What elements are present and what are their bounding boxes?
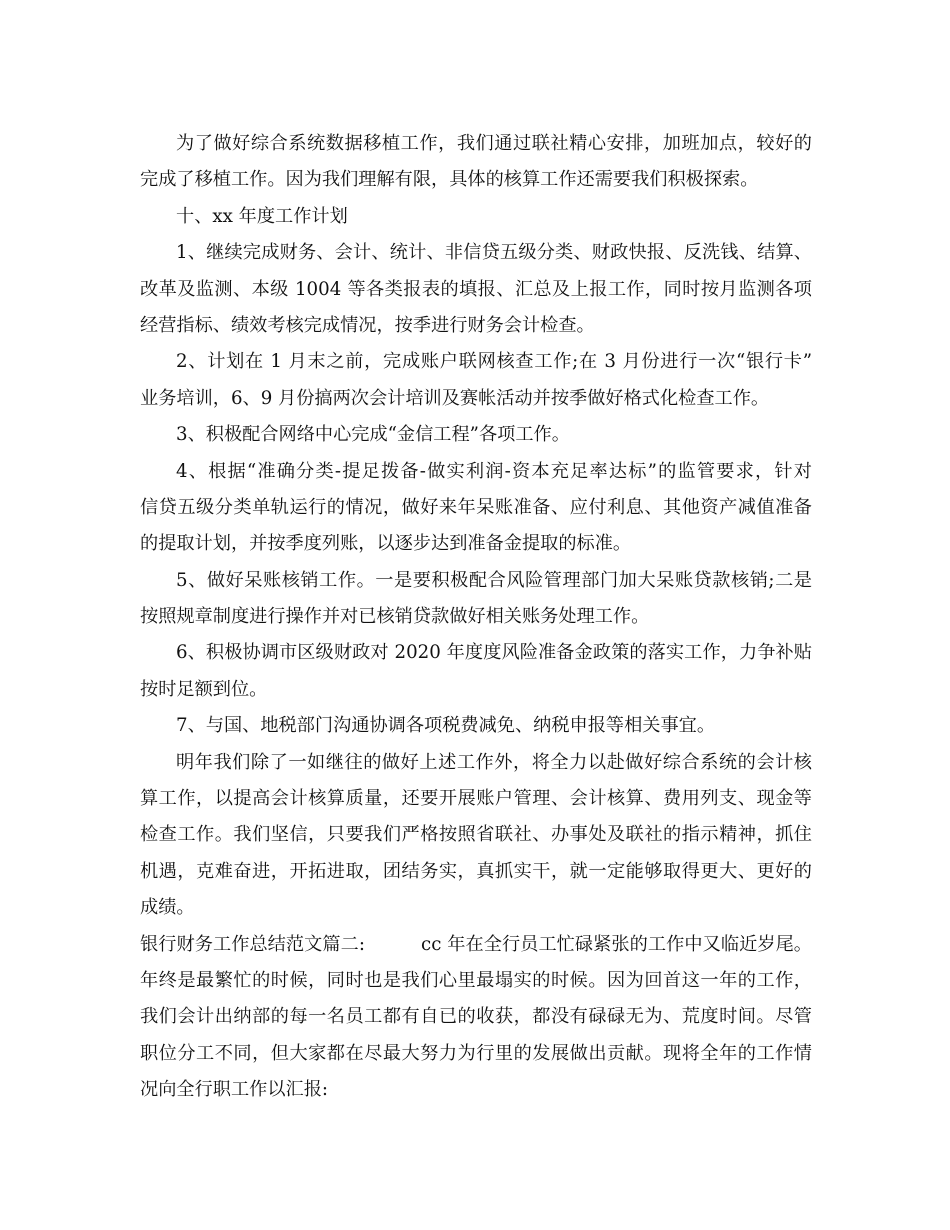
text-line: 5、做好呆账核销工作。一是要积极配合风险管理部门加大呆账贷款核销;二是: [176, 569, 812, 591]
text-line: 年终是最繁忙的时候，同时也是我们心里最塌实的时候。因为回首这一年的工作，: [140, 969, 812, 991]
text-line: 我们会计出纳部的每一名员工都有自已的收获，都没有碌碌无为、荒度时间。尽管: [140, 1006, 812, 1028]
text-line: 职位分工不同，但大家都在尽最大努力为行里的发展做出贡献。现将全年的工作情: [140, 1042, 812, 1064]
text-line: 按时足额到位。: [140, 678, 268, 700]
text-line: 2、计划在 1 月末之前，完成账户联网核查工作;在 3 月份进行一次“银行卡”: [176, 351, 812, 373]
text-line: 机遇，克难奋进，开拓进取，团结务实，真抓实干，就一定能够取得更大、更好的: [140, 860, 812, 882]
section-title-line: [140, 927, 812, 963]
text-line: 况向全行职工作以汇报:: [140, 1079, 329, 1101]
text-line: 算工作，以提高会计核算质量，还要开展账户管理、会计核算、费用列支、现金等: [140, 788, 812, 810]
text-line: 按照规章制度进行操作并对已核销贷款做好相关账务处理工作。: [140, 606, 650, 628]
text-line: 明年我们除了一如继往的做好上述工作外，将全力以赴做好综合系统的会计核: [176, 751, 812, 773]
section-title: 银行财务工作总结范文篇二:: [140, 933, 366, 955]
text-line: 经营指标、绩效考核完成情况，按季进行财务会计检查。: [140, 314, 595, 336]
text-line: 业务培训，6、9 月份搞两次会计培训及赛帐活动并按季做好格式化检查工作。: [140, 387, 770, 409]
text-line: 成绩。: [140, 897, 195, 919]
text-line: 完成了移植工作。因为我们理解有限，具体的核算工作还需要我们积极探索。: [140, 169, 759, 191]
section-heading: 十、xx 年度工作计划: [176, 205, 348, 227]
document-body: [140, 126, 812, 1109]
text-line: 3、积极配合网络中心完成“金信工程”各项工作。: [176, 424, 570, 446]
text-line: 信贷五级分类单轨运行的情况，做好来年呆账准备、应付利息、其他资产减值准备: [140, 496, 812, 518]
text-line: 7、与国、地税部门沟通协调各项税费减免、纳税申报等相关事宜。: [176, 715, 716, 737]
text-line: 1、继续完成财务、会计、统计、非信贷五级分类、财政快报、反洗钱、结算、: [176, 242, 812, 264]
text-line: 检查工作。我们坚信，只要我们严格按照省联社、办事处及联社的指示精神，抓住: [140, 824, 812, 846]
text-line: 的提取计划，并按季度列账，以逐步达到准备金提取的标准。: [140, 533, 632, 555]
text-line: 为了做好综合系统数据移植工作，我们通过联社精心安排，加班加点，较好的: [176, 133, 812, 154]
text-line: 改革及监测、本级 1004 等各类报表的填报、汇总及上报工作，同时按月监测各项: [140, 278, 812, 300]
section-first-line: cc 年在全行员工忙碌紧张的工作中又临近岁尾。: [421, 933, 812, 955]
text-line: 4、根据“准确分类-提足拨备-做实利润-资本充足率达标”的监管要求，针对: [176, 460, 812, 482]
text-line: 6、积极协调市区级财政对 2020 年度度风险准备金政策的落实工作，力争补贴: [176, 642, 812, 664]
